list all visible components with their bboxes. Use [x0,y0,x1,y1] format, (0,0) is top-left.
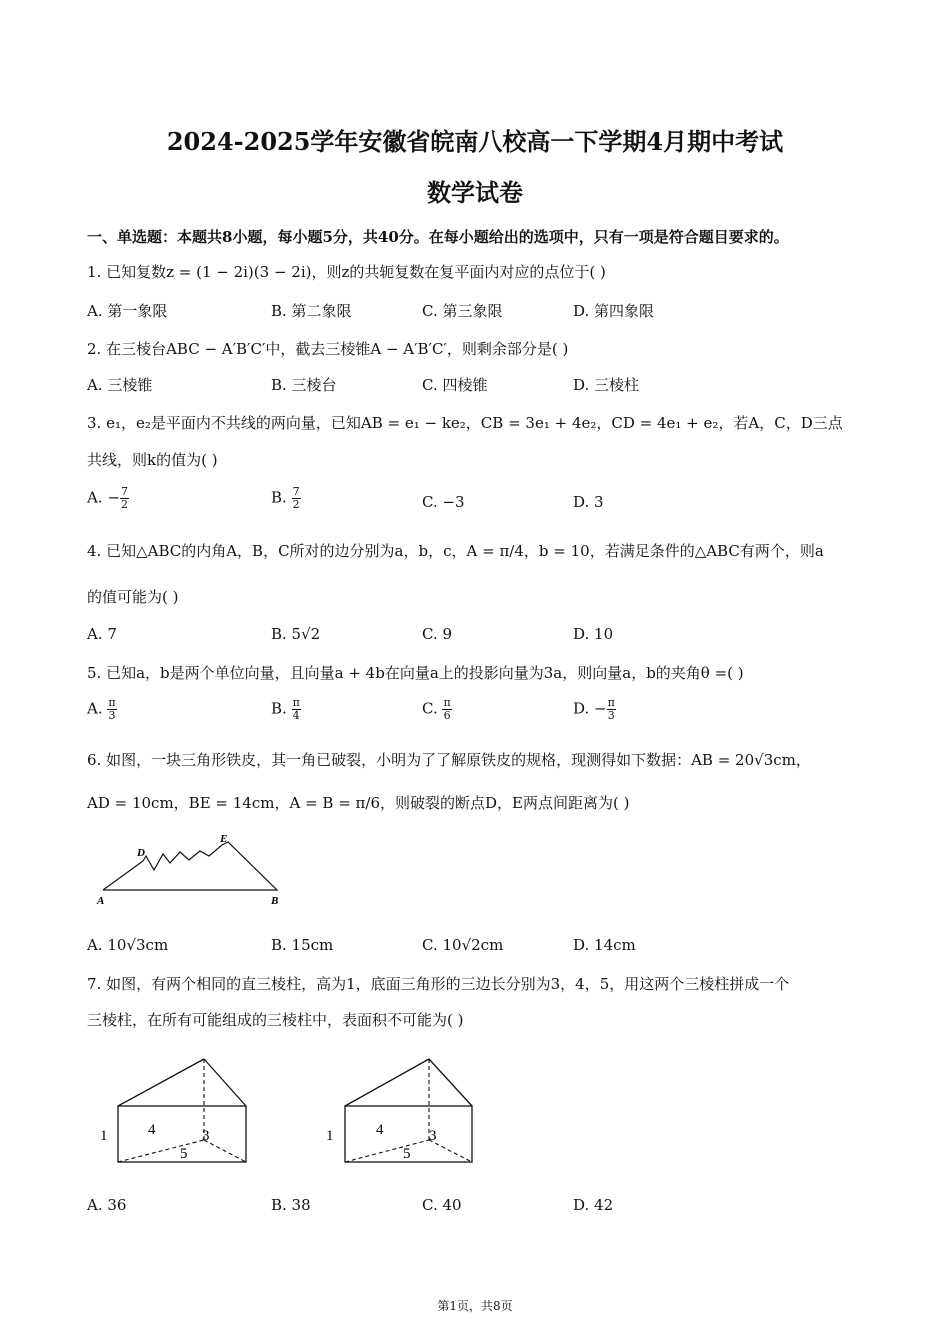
q7-option-c: C. 40 [422,1196,462,1214]
q7-stem-line2: 三棱柱，在所有可能组成的三棱柱中，表面积不可能为( ) [87,1011,464,1029]
q3-stem-line2: 共线，则k的值为( ) [87,451,218,469]
q4-option-a: A. 7 [87,625,117,643]
q4-option-c: C. 9 [422,625,453,643]
q2-option-d: D. 三棱柱 [573,376,640,394]
q6-option-b: B. 15cm [271,936,334,954]
q6-label-a: A [97,895,105,907]
q6-option-c: C. 10√2cm [422,936,504,954]
q4-option-b: B. 5√2 [271,625,321,643]
q7-option-b: B. 38 [271,1196,311,1214]
q7-right-label-height: 1 [326,1128,334,1144]
q5-option-b: B. $\frac{\pi}{4}$ [271,696,300,722]
q7-option-d: D. 42 [573,1196,614,1214]
q5-option-c: C. $\frac{\pi}{6}$ [422,696,451,722]
q3-option-c: C. −3 [422,493,465,511]
q7-left-label-4: 4 [148,1122,156,1138]
q6-option-a: A. 10√3cm [87,936,169,954]
q5-option-a: A. $\frac{\pi}{3}$ [87,696,116,722]
q1-option-a: A. 第一象限 [87,302,168,320]
q6-label-e: E [220,833,228,845]
q4-stem-line2: 的值可能为( ) [87,588,179,606]
q1-stem: 1. 已知复数z = (1 − 2i)(3 − 2i)，则z的共轭复数在复平面内对应的点位于( ) [87,263,606,281]
page-subtitle: 数学试卷 [427,178,523,207]
q7-prism-figure-left [92,1054,252,1168]
q2-option-c: C. 四棱锥 [422,376,488,394]
q6-stem-line1: 6. 如图，一块三角形铁皮，其一角已破裂，小明为了了解原铁皮的规格，现测得如下数据：AB = 20√3cm， [87,751,811,769]
q7-prism-figure-right [318,1054,478,1168]
q6-triangle-outline [103,842,277,890]
q5-option-d: D. − $\frac{\pi}{3}$ [573,696,615,722]
q1-option-b: B. 第二象限 [271,302,352,320]
q6-option-d: D. 14cm [573,936,636,954]
q6-broken-triangle-figure [90,832,290,910]
q7-left-label-height: 1 [100,1128,108,1144]
q7-stem-line1: 7. 如图，有两个相同的直三棱柱，高为1，底面三角形的三边长分别为3，4，5，用这两个三棱柱拼成一个 [87,975,790,993]
q6-label-d: D [137,847,145,859]
q7-option-a: A. 36 [87,1196,127,1214]
page-title: 2024-2025学年安徽省皖南八校高一下学期4月期中考试 [166,127,784,156]
q6-stem-line2: AD = 10cm，BE = 14cm，A = B = π/6，则破裂的断点D，E两点间距离为( ) [87,794,630,812]
q7-right-label-5: 5 [403,1146,411,1162]
q3-option-a: A. − $\frac{7}{2}$ [87,485,128,511]
q3-option-b: B. $\frac{7}{2}$ [271,485,300,511]
q7-left-label-3: 3 [202,1128,210,1144]
section-heading: 一、单选题：本题共8小题，每小题5分，共40分。在每小题给出的选项中，只有一项是符合题目要求的。 [87,228,789,246]
q5-stem: 5. 已知a，b是两个单位向量，且向量a + 4b在向量a上的投影向量为3a，则向量a，b的夹角θ =( ) [87,664,744,682]
q1-option-c: C. 第三象限 [422,302,503,320]
q4-option-d: D. 10 [573,625,614,643]
q1-option-d: D. 第四象限 [573,302,655,320]
q7-right-label-3: 3 [429,1128,437,1144]
q4-stem-line1: 4. 已知△ABC的内角A，B，C所对的边分别为a，b，c，A = π/4，b = 10，若满足条件的△ABC有两个，则a [87,542,824,560]
q7-right-label-4: 4 [376,1122,384,1138]
q3-option-d: D. 3 [573,493,604,511]
q6-label-b: B [271,895,279,907]
q3-stem-line1: 3. e₁，e₂是平面内不共线的两向量，已知AB = e₁ − ke₂，CB = 3e₁ + 4e₂，CD = 4e₁ + e₂，若A，C，D三点 [87,414,843,432]
q7-left-label-5: 5 [180,1146,188,1162]
q2-stem: 2. 在三棱台ABC − A′B′C′中，截去三棱锥A − A′B′C′，则剩余部分是( ) [87,340,569,358]
q2-option-a: A. 三棱锥 [87,376,153,394]
page-footer: 第1页，共8页 [437,1299,513,1313]
q2-option-b: B. 三棱台 [271,376,337,394]
